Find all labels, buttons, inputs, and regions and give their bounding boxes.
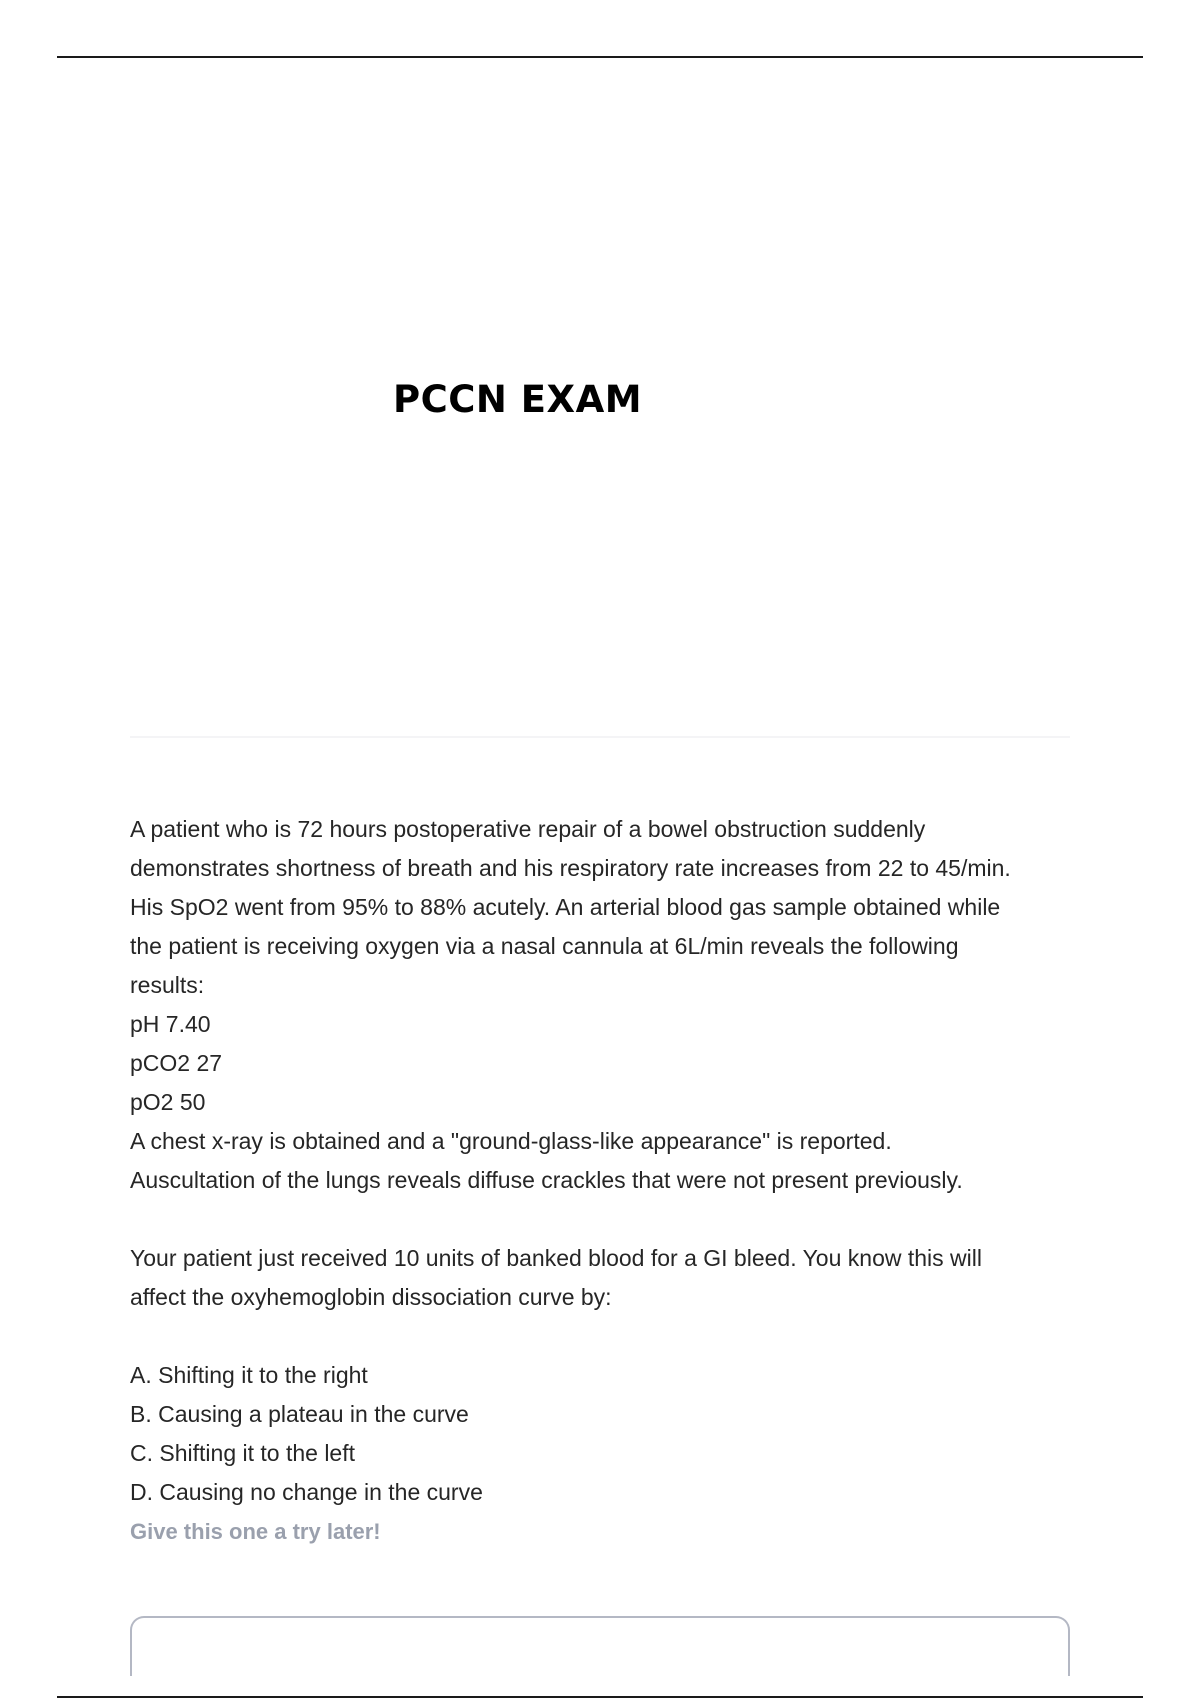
top-rule xyxy=(57,56,1143,58)
answer-box xyxy=(130,1616,1070,1676)
scenario-line: results: xyxy=(130,972,205,998)
lab-value-po2: pO2 50 xyxy=(130,1089,206,1115)
option-d: D. Causing no change in the curve xyxy=(130,1479,483,1505)
document-title: PCCN EXAM xyxy=(393,378,643,421)
try-later-note: Give this one a try later! xyxy=(130,1519,381,1544)
question-stem xyxy=(130,1239,1080,1317)
scenario-line: His SpO2 went from 95% to 88% acutely. An arterial blood gas sample obtained while xyxy=(130,894,1001,920)
option-b: B. Causing a plateau in the curve xyxy=(130,1401,469,1427)
findings-line: Auscultation of the lungs reveals diffuse crackles that were not present previously. xyxy=(130,1167,963,1193)
lab-value-ph: pH 7.40 xyxy=(130,1011,211,1037)
scenario xyxy=(130,810,1080,1200)
answer-options xyxy=(130,1356,1080,1512)
question-line: Your patient just received 10 units of banked blood for a GI bleed. You know this will xyxy=(130,1245,982,1271)
scenario-line: demonstrates shortness of breath and his respiratory rate increases from 22 to 45/min. xyxy=(130,855,1011,881)
question-line: affect the oxyhemoglobin dissociation curve by: xyxy=(130,1284,612,1310)
scenario-line: the patient is receiving oxygen via a nasal cannula at 6L/min reveals the following xyxy=(130,933,959,959)
section-divider xyxy=(130,736,1070,738)
lab-value-pco2: pCO2 27 xyxy=(130,1050,223,1076)
scenario-line: A patient who is 72 hours postoperative repair of a bowel obstruction suddenly xyxy=(130,816,926,842)
question-content xyxy=(130,810,1080,1551)
option-c: C. Shifting it to the left xyxy=(130,1440,356,1466)
findings-line: A chest x-ray is obtained and a "ground-glass-like appearance" is reported. xyxy=(130,1128,892,1154)
option-a: A. Shifting it to the right xyxy=(130,1362,368,1388)
bottom-rule xyxy=(57,1696,1143,1698)
